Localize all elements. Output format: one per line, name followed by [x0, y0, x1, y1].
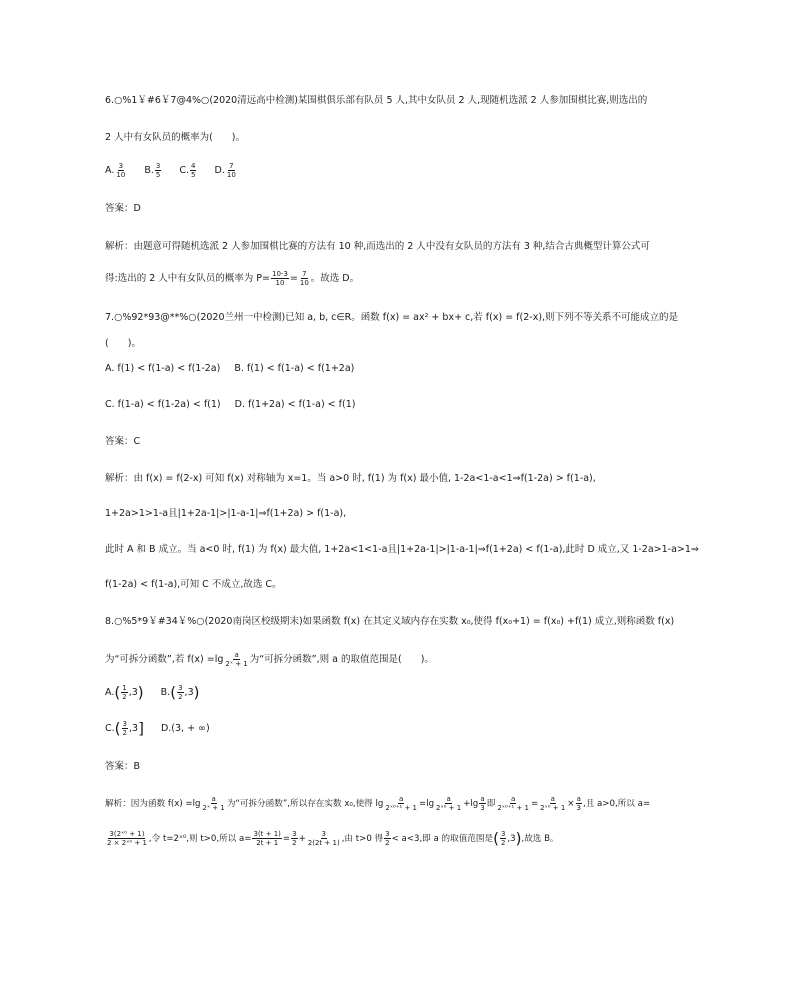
- q8-option-b: B.( $\frac{3}{2}$ ,3): [160, 683, 200, 702]
- q6-stem-line1: 6.○%1￥#6￥7@4%○(2020清远高中检测)某围棋俱乐部有队员 5 人,其中女队员 2 人,现随机选派 2 人参加围棋比赛,则选出的: [105, 95, 648, 106]
- q8-solution-line2: $\frac{\text{3(2ˣ⁰ + 1)}}{\text{2 × 2ˣ⁰ + 1}}$ ,令 t=2ˣ⁰,则 t>0,所以 a= $\frac{3(t + 1)}{2t + 1}$ = $\frac{3}{2}$ + $\frac{3}{2(2t + 1)}$ ,由 t>0 得 $\frac{3}{2}$ < a<3,即 a 的取值范围是( $\frac{3}{2}$ ,3),故选 B。: [107, 829, 559, 848]
- q7-option-b: B. f(1) < f(1-a) < f(1+2a): [234, 363, 355, 374]
- q6-stem-line2: 2 人中有女队员的概率为( )。: [105, 132, 245, 143]
- q8-stem-line2: 为“可拆分函数”,若 f(x) =lg $\frac{a}{\text{2ˣ + 1}}$ 为“可拆分函数”,则 a 的取值范围是( )。: [105, 651, 434, 668]
- q7-solution-line3: 此时 A 和 B 成立。当 a<0 时, f(1) 为 f(x) 最大值, 1+2a<1<1-a且|1+2a-1|>|1-a-1|⇒f(1+2a) < f(1-a),此时 D 成立,又 1-2a>1-a>1⇒: [105, 544, 699, 555]
- q7-option-a: A. f(1) < f(1-a) < f(1-2a): [105, 363, 221, 374]
- q7-solution-line4: f(1-2a) < f(1-a),可知 C 不成立,故选 C。: [105, 579, 282, 590]
- q8-option-d: D.(3, + ∞): [160, 723, 210, 734]
- q8-option-a: A.( $\frac{1}{2}$ ,3): [105, 683, 144, 702]
- q6-option-c: C. $\frac{4}{5}$: [179, 162, 196, 179]
- q6-option-d: D. $\frac{7}{10}$: [214, 162, 236, 179]
- q7-answer: 答案：C: [105, 436, 141, 447]
- q6-options: [105, 162, 238, 179]
- q8-option-c: C.( $\frac{3}{2}$ ,3]: [105, 719, 144, 738]
- q7-stem-line1: 7.○%92*93@**%○(2020兰州一中检测)已知 a, b, c∈R。函数 f(x) = ax² + bx+ c,若 f(x) = f(2-x),则下列不等关系不可能成立的是: [105, 312, 679, 323]
- q6-solution-line2: 得:选出的 2 人中有女队员的概率为 P= $\frac{10-3}{10}$ = $\frac{7}{10}$ 。故选 D。: [105, 270, 360, 287]
- q7-option-d: D. f(1+2a) < f(1-a) < f(1): [234, 399, 356, 410]
- q8-stem-line1: 8.○%5*9￥#34￥%○(2020南岗区校级期末)如果函数 f(x) 在其定义域内存在实数 x₀,使得 f(x₀+1) = f(x₀) +f(1) 成立,则称函数 f(x): [105, 616, 675, 627]
- q8-options-row1: [105, 684, 199, 701]
- q8-answer: 答案：B: [105, 761, 141, 772]
- q8-options-row2: [105, 720, 210, 737]
- q7-solution-line1: 解析：由 f(x) = f(2-x) 可知 f(x) 对称轴为 x=1。当 a>0 时, f(1) 为 f(x) 最小值, 1-2a<1-a<1⇒f(1-2a) > f(1-a),: [105, 473, 596, 484]
- q6-answer: 答案：D: [105, 203, 141, 214]
- q7-options-row1: [105, 362, 354, 376]
- q7-option-c: C. f(1-a) < f(1-2a) < f(1): [105, 399, 221, 410]
- q6-option-b: B. $\frac{3}{5}$: [144, 162, 161, 179]
- q7-stem-line2: ( )。: [105, 338, 141, 349]
- q6-option-a: A. $\frac{3}{10}$: [105, 162, 126, 179]
- q7-options-row2: [105, 398, 355, 412]
- q8-solution-line1: 解析：因为函数 f(x) =lg $\frac{a}{\text{2ˣ + 1}}$ 为“可拆分函数”,所以存在实数 x₀,使得 lg $\frac{a}{\text{2ˣ⁰⁺¹ + 1}}$ =lg $\frac{a}{\text{2ˣ⁰ + 1}}$ +lg $\frac{a}{3}$ 即 $\frac{a}{\text{2ˣ⁰⁺¹ + 1}}$ = $\frac{a}{\text{2ˣ⁰ + 1}}$ × $\frac{a}{3}$ ,且 a>0,所以 a=: [105, 795, 651, 812]
- q7-solution-line2: 1+2a>1>1-a且|1+2a-1|>|1-a-1|⇒f(1+2a) > f(1-a),: [105, 508, 347, 519]
- q6-solution-line1: 解析：由题意可得随机选派 2 人参加围棋比赛的方法有 10 种,而选出的 2 人中没有女队员的方法有 3 种,结合古典概型计算公式可: [105, 241, 650, 252]
